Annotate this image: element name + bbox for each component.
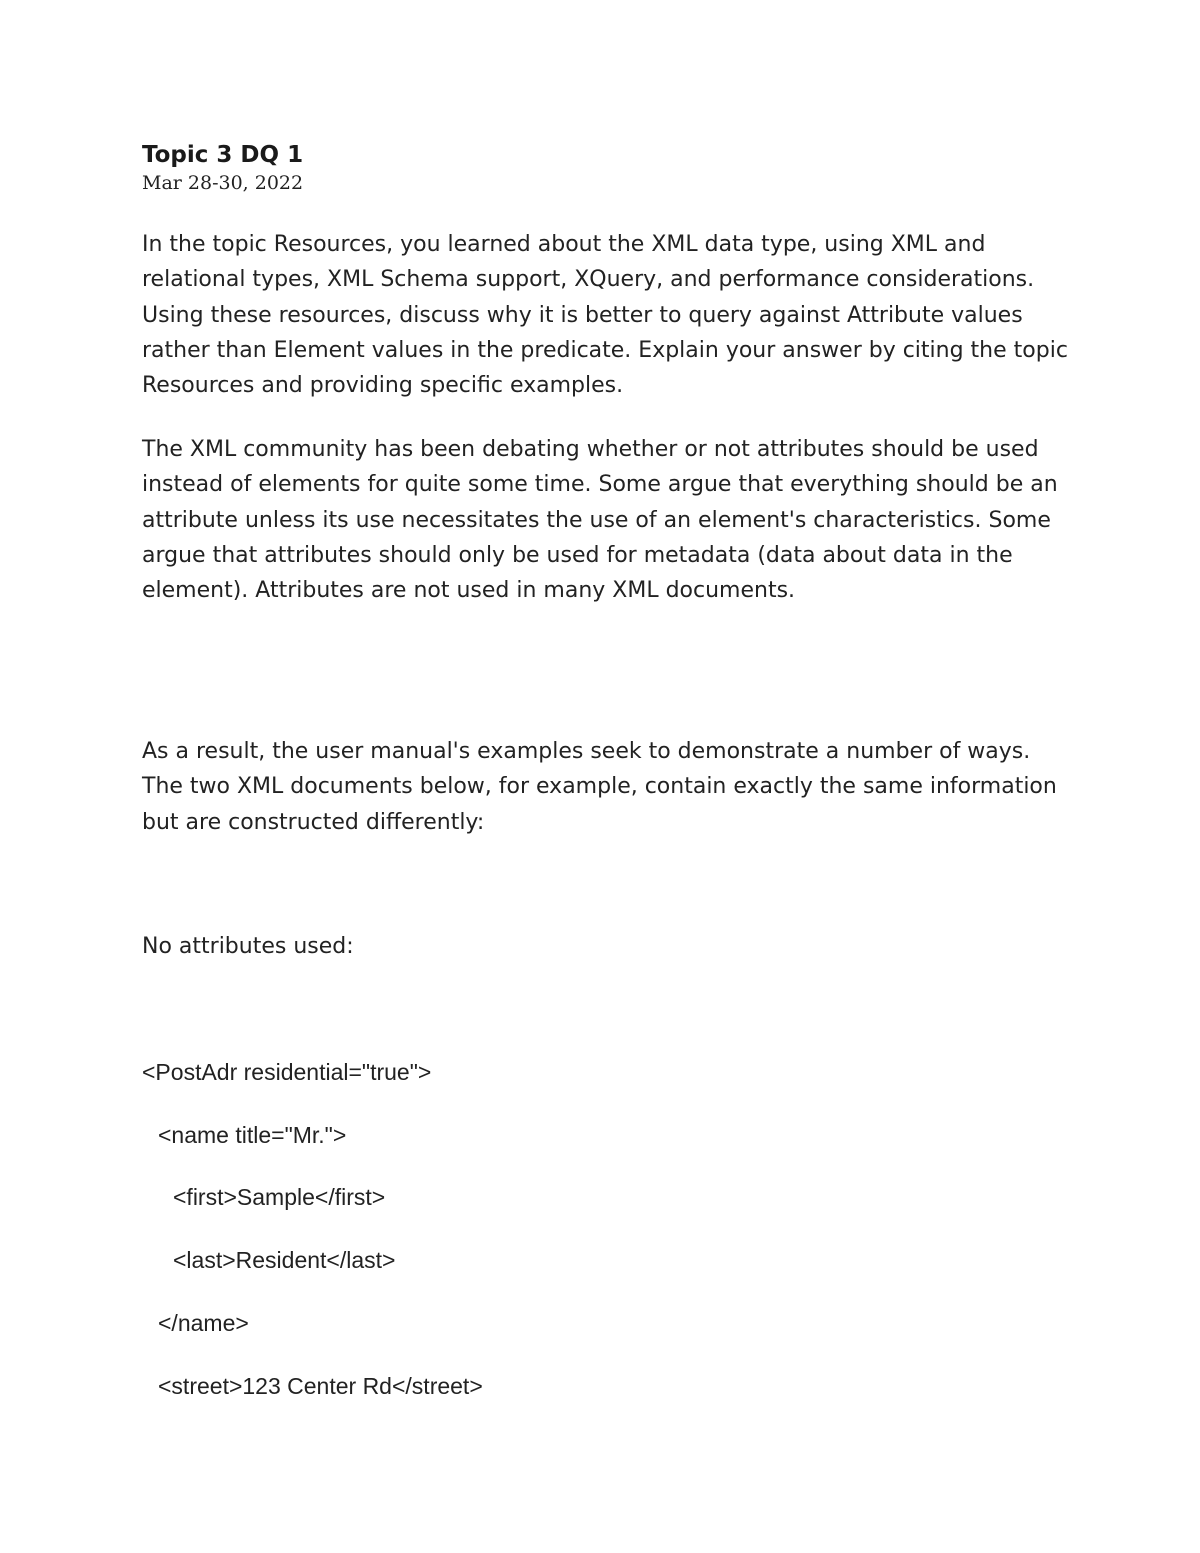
code-line-name-close: </name> <box>158 1310 249 1336</box>
document-title: Topic 3 DQ 1 <box>142 142 304 168</box>
code-line-postadr: <PostAdr residential="true"> <box>142 1059 432 1085</box>
code-line-street: <street>123 Center Rd</street> <box>158 1373 483 1399</box>
paragraph-prompt: In the topic Resources, you learned about the XML data type, using XML and relational types, XML Schema support, XQuery, and performance considerations. Using these resources, discuss why it is better to query against Attribute values rather than Element values in the predicate. Explain your answer by citing the topic Resources and providing specific examples. <box>142 232 1068 399</box>
paragraph-examples: As a result, the user manual's examples seek to demonstrate a number of ways. The two XML documents below, for example, contain exactly the same information but are constructed differently: <box>142 739 1057 835</box>
paragraph-no-attributes: No attributes used: <box>142 934 354 959</box>
paragraph-debate: The XML community has been debating whether or not attributes should be used instead of elements for quite some time. Some argue that everything should be an attribute unless its use necessitates the use of an element's characteristics. Some argue that attributes should only be used for metadata (data about data in the element). Attributes are not used in many XML documents. <box>142 437 1058 604</box>
code-line-last: <last>Resident</last> <box>173 1247 396 1273</box>
document-date: Mar 28-30, 2022 <box>142 172 304 194</box>
code-line-first: <first>Sample</first> <box>173 1184 386 1210</box>
code-line-name: <name title="Mr."> <box>158 1122 347 1148</box>
